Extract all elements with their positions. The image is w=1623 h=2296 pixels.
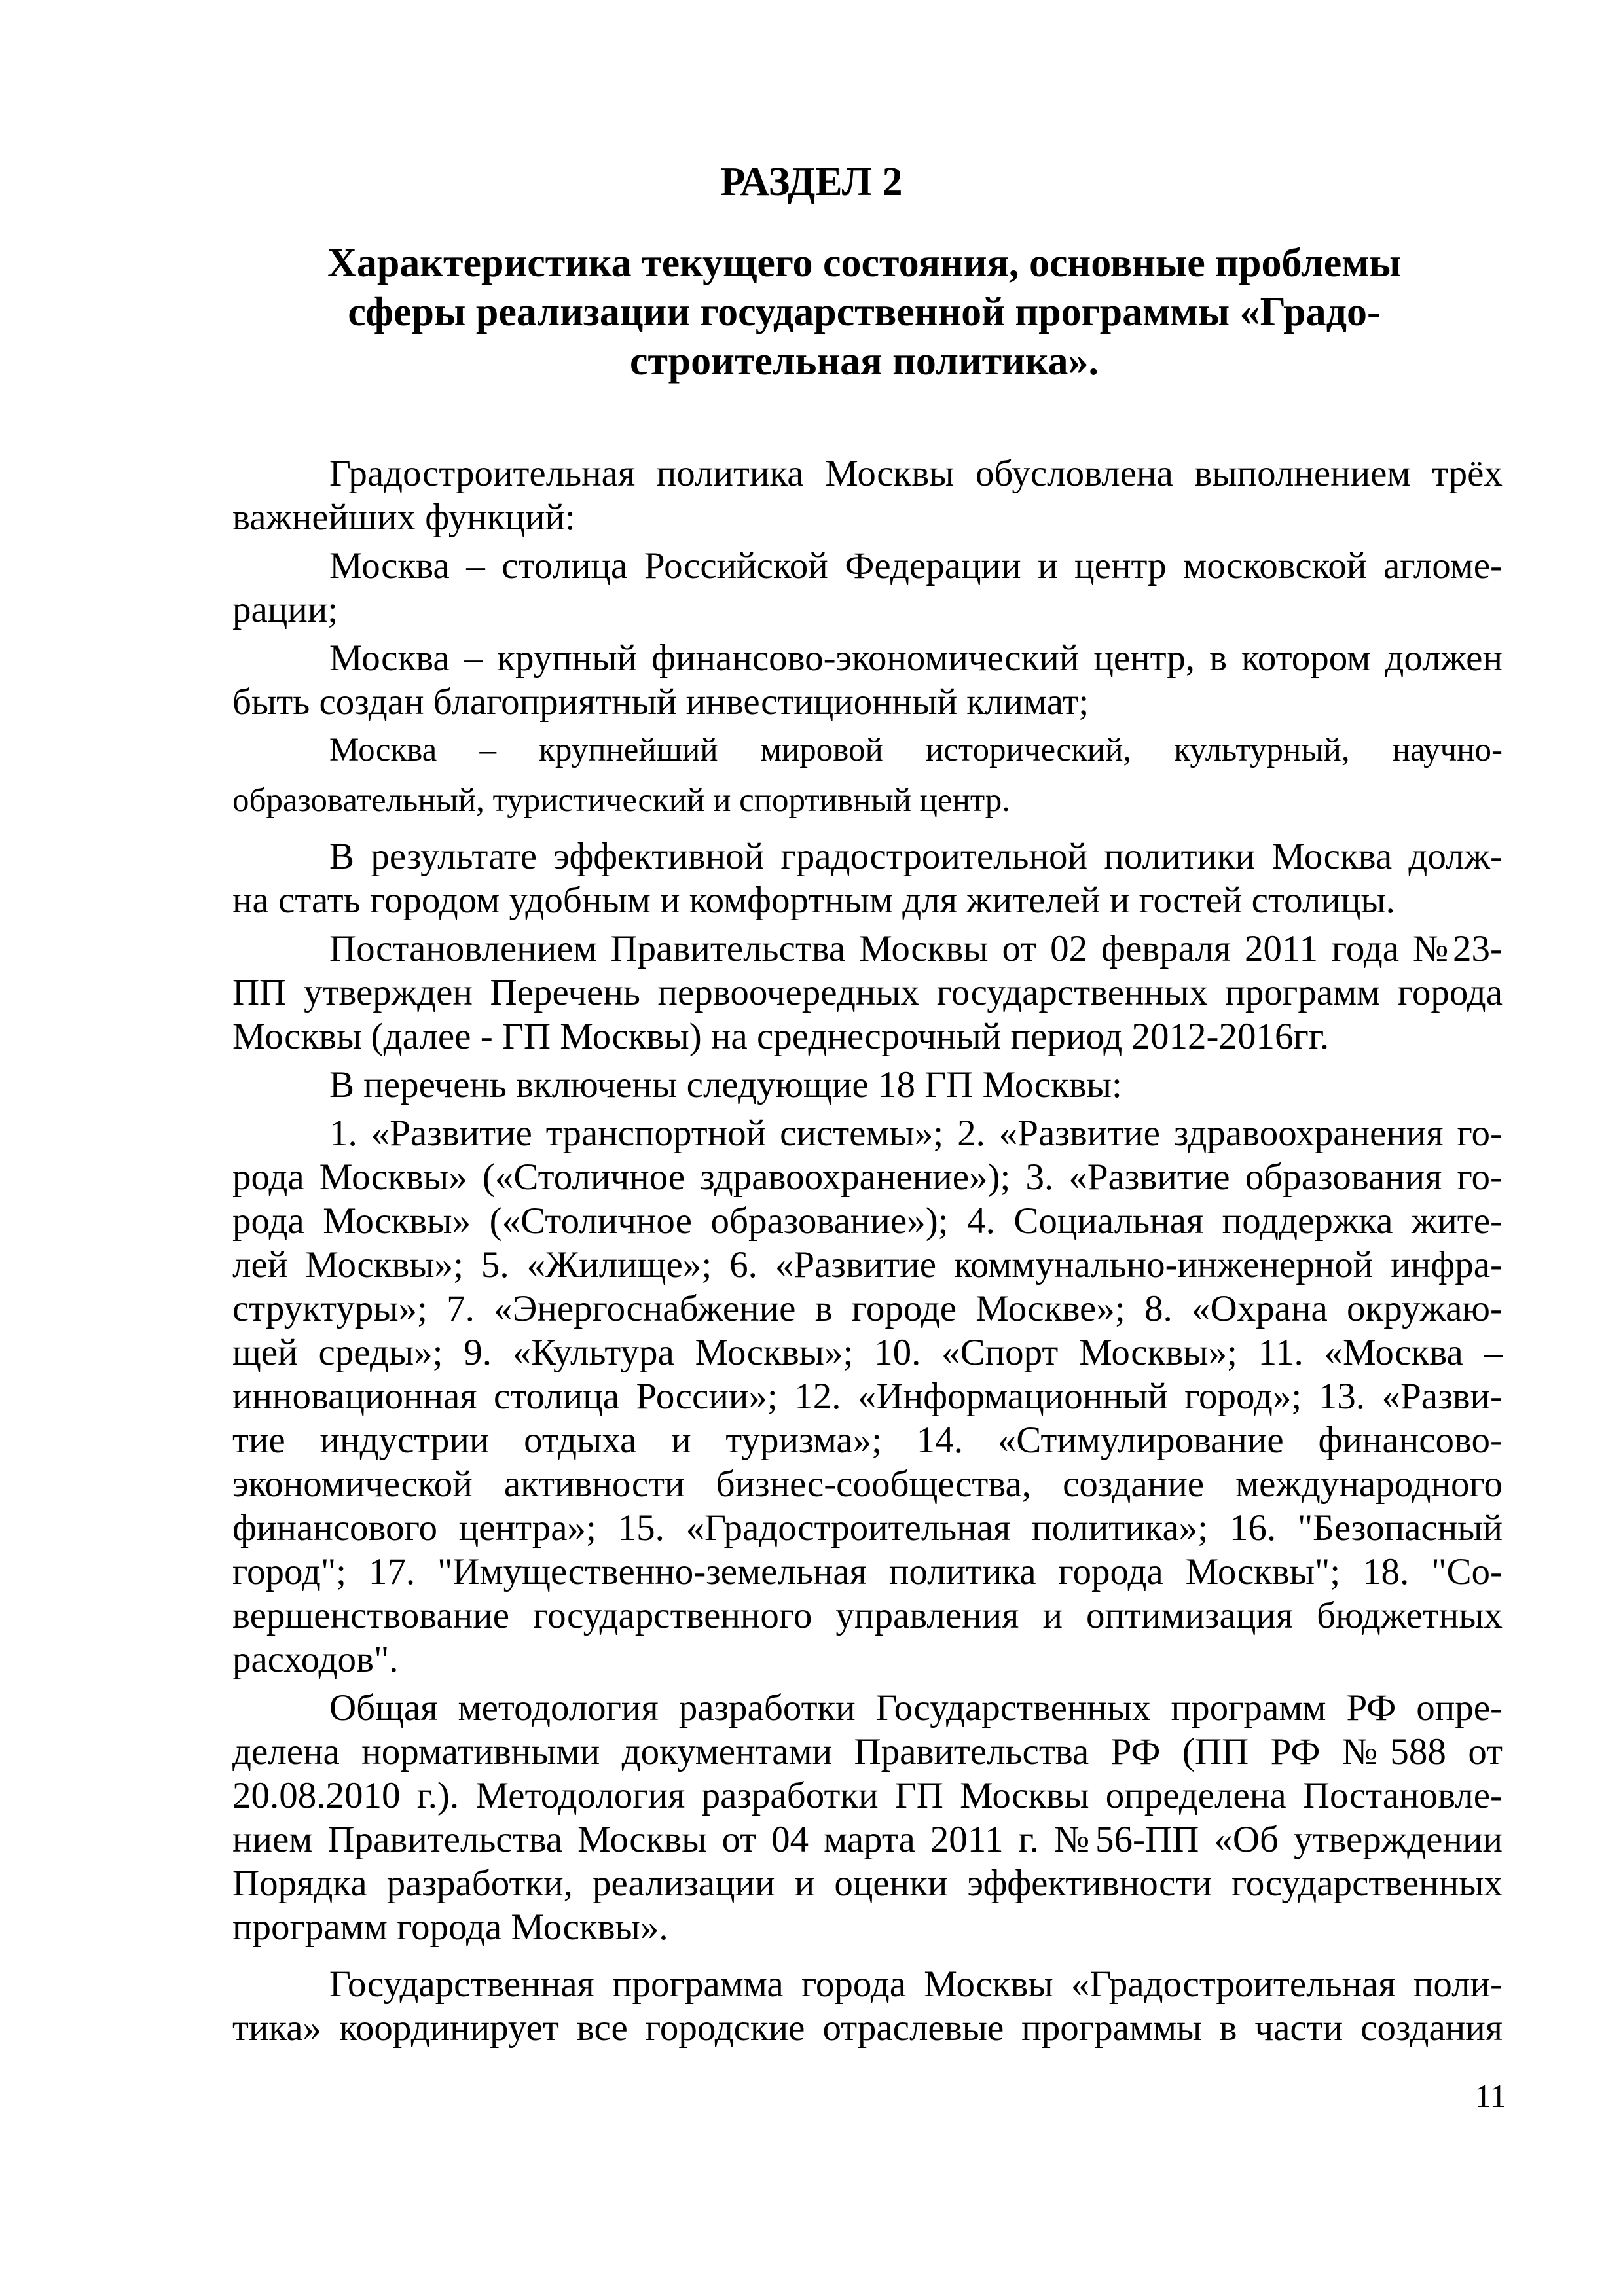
text-line: образовательный, туристический и спортивный центр. (232, 782, 1011, 819)
text-line: лей Москвы»; 5. «Жилище»; 6. «Развитие коммунально-инженерной инфра- (232, 1244, 1503, 1285)
text-line: расходов". (232, 1639, 399, 1680)
text-line: 1. «Развитие транспортной системы»; 2. «Развитие здравоохранения го- (329, 1113, 1503, 1154)
text-line: город"; 17. "Имущественно-земельная политика города Москвы"; 18. "Со- (232, 1551, 1503, 1592)
text-line: Порядка разработки, реализации и оценки эффективности государственных (232, 1863, 1503, 1904)
section-heading (275, 239, 1453, 386)
heading-line: Характеристика текущего состояния, основные проблемы (327, 241, 1401, 285)
text-line: Градостроительная политика Москвы обусловлена выполнением трёх (329, 453, 1503, 494)
text-line: рации; (232, 589, 338, 630)
text-line: Москвы (далее - ГП Москвы) на среднесрочный период 2012-2016гг. (232, 1016, 1330, 1057)
text-line: 20.08.2010 г.). Методология разработки ГП Москвы определена Постановле- (232, 1775, 1503, 1816)
text-line: инновационная столица России»; 12. «Информационный город»; 13. «Разви- (232, 1376, 1503, 1417)
body-text (232, 452, 1503, 2050)
text-line: быть создан благоприятный инвестиционный климат; (232, 681, 1089, 723)
text-line: Москва – крупный финансово-экономический центр, в котором должен (329, 637, 1503, 679)
text-line: экономической активности бизнес-сообщества, создание международного (232, 1463, 1503, 1505)
text-line: программ города Москвы». (232, 1907, 668, 1948)
text-line: тика» координирует все городские отраслевые программы в части создания (232, 2007, 1503, 2049)
text-line: нием Правительства Москвы от 04 марта 2011 г. №56-ПП «Об утверждении (232, 1819, 1503, 1860)
text-line: щей среды»; 9. «Культура Москвы»; 10. «Спорт Москвы»; 11. «Москва – (232, 1332, 1503, 1373)
text-line: финансового центра»; 15. «Градостроительная политика»; 16. "Безопасный (232, 1507, 1503, 1549)
text-line: Москва – крупнейший мировой исторический, культурный, научно- (329, 732, 1503, 768)
text-line: рода Москвы» («Столичное образование»); 4. Социальная поддержка жите- (232, 1200, 1503, 1242)
heading-line: строительная политика». (629, 339, 1099, 384)
page-number: 11 (1474, 2077, 1506, 2114)
text-line: В перечень включены следующие 18 ГП Москвы: (329, 1064, 1122, 1105)
text-line: важнейших функций: (232, 497, 575, 538)
text-line: рода Москвы» («Столичное здравоохранение»); 3. «Развитие образования го- (232, 1157, 1503, 1198)
text-line: делена нормативными документами Правительства РФ (ПП РФ №588 от (232, 1731, 1503, 1772)
text-line: Общая методология разработки Государственных программ РФ опре- (329, 1687, 1503, 1729)
heading-line: сферы реализации государственной программы «Градо- (348, 290, 1381, 334)
text-line: В результате эффективной градостроительной политики Москва долж- (329, 836, 1503, 877)
section-title: РАЗДЕЛ 2 (720, 160, 903, 204)
text-line: тие индустрии отдыха и туризма»; 14. «Стимулирование финансово- (232, 1420, 1503, 1461)
text-line: Москва – столица Российской Федерации и центр московской агломе- (329, 545, 1503, 586)
text-line: вершенствование государственного управления и оптимизация бюджетных (232, 1595, 1503, 1636)
text-line: Постановлением Правительства Москвы от 02 февраля 2011 года №23- (329, 928, 1503, 969)
text-line: структуры»; 7. «Энергоснабжение в городе Москве»; 8. «Охрана окружаю- (232, 1288, 1503, 1329)
text-line: ПП утвержден Перечень первоочередных государственных программ города (232, 972, 1503, 1013)
text-line: на стать городом удобным и комфортным для жителей и гостей столицы. (232, 880, 1395, 921)
text-line: Государственная программа города Москвы «Градостроительная поли- (329, 1964, 1503, 2005)
